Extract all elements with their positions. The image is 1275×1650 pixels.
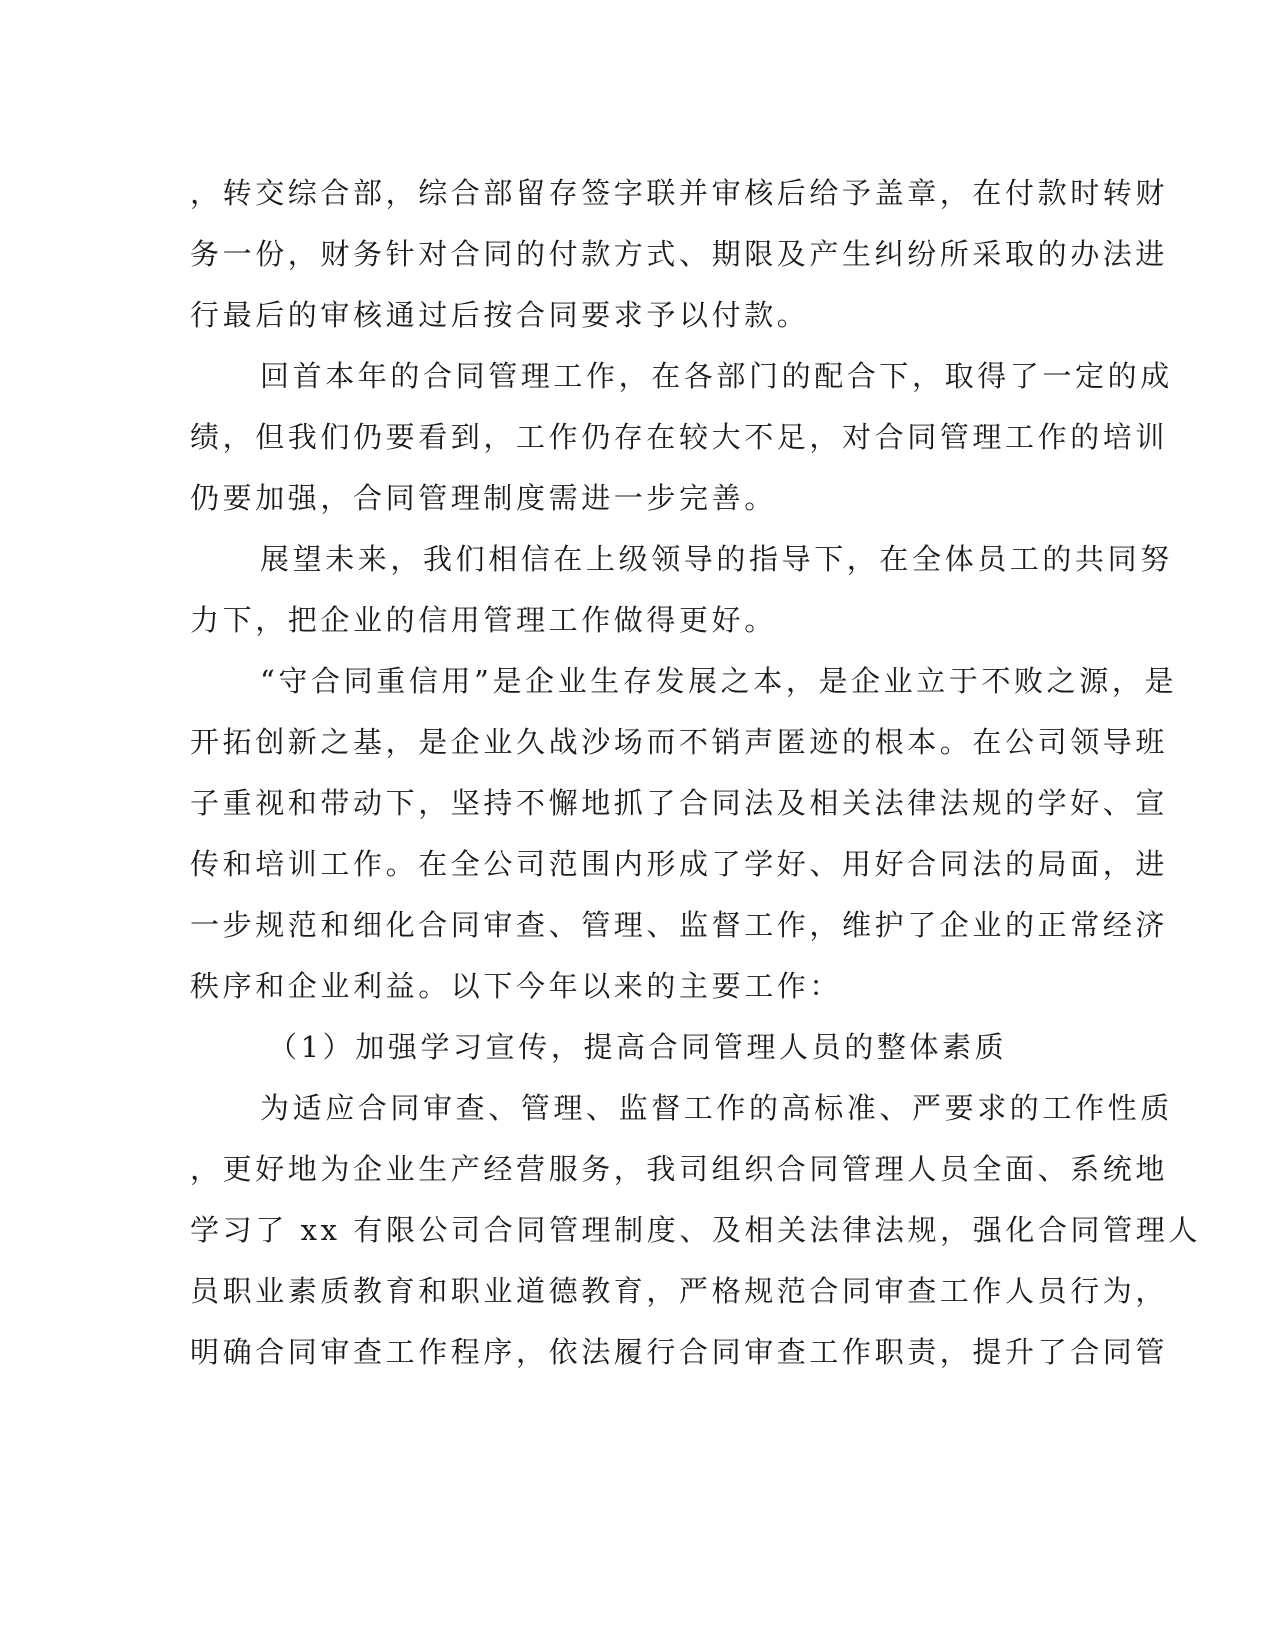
paragraph-review-start: 回首本年的合同管理工作，在各部门的配合下，取得了一定的成 — [260, 359, 1173, 393]
text-line-12: 传和培训工作。在全公司范围内形成了学好、用好合同法的局面，进 — [190, 847, 1169, 881]
paragraph-training-start: 为适应合同审查、管理、监督工作的高标准、严要求的工作性质 — [260, 1091, 1173, 1125]
text-line-11: 子重视和带动下，坚持不懈地抓了合同法及相关法律法规的学好、宣 — [190, 786, 1169, 820]
text-line-6: 仍要加强，合同管理制度需进一步完善。 — [190, 481, 777, 515]
text-line-14: 秩序和企业利益。以下今年以来的主要工作： — [190, 969, 843, 1003]
text-line-8: 力下，把企业的信用管理工作做得更好。 — [190, 603, 777, 637]
text-line-17: ，更好地为企业生产经营服务，我司组织合同管理人员全面、系统地 — [190, 1152, 1169, 1186]
text-line-2: 务一份，财务针对合同的付款方式、期限及产生纠纷所采取的办法进 — [190, 237, 1169, 271]
section-heading: （1）加强学习宣传，提高合同管理人员的整体素质 — [268, 1030, 1008, 1064]
body-text — [190, 163, 1201, 1383]
text-line-19: 员职业素质教育和职业道德教育，严格规范合同审查工作人员行为， — [190, 1274, 1169, 1308]
text-line-10: 开拓创新之基，是企业久战沙场而不销声匿迹的根本。在公司领导班 — [190, 725, 1169, 759]
paragraph-credit-start: “守合同重信用”是企业生存发展之本，是企业立于不败之源，是 — [260, 664, 1178, 698]
paragraph-outlook-start: 展望未来，我们相信在上级领导的指导下，在全体员工的共同努 — [260, 542, 1173, 576]
text-line-20: 明确合同审查工作程序，依法履行合同审查工作职责，提升了合同管 — [190, 1335, 1169, 1369]
text-line-1: ，转交综合部，综合部留存签字联并审核后给予盖章，在付款时转财 — [190, 176, 1169, 210]
text-line-18: 学习了 xx 有限公司合同管理制度、及相关法律法规，强化合同管理人 — [190, 1213, 1201, 1247]
text-line-3: 行最后的审核通过后按合同要求予以付款。 — [190, 298, 810, 332]
text-line-5: 绩，但我们仍要看到，工作仍存在较大不足，对合同管理工作的培训 — [190, 420, 1169, 454]
text-line-13: 一步规范和细化合同审查、管理、监督工作，维护了企业的正常经济 — [190, 908, 1169, 942]
